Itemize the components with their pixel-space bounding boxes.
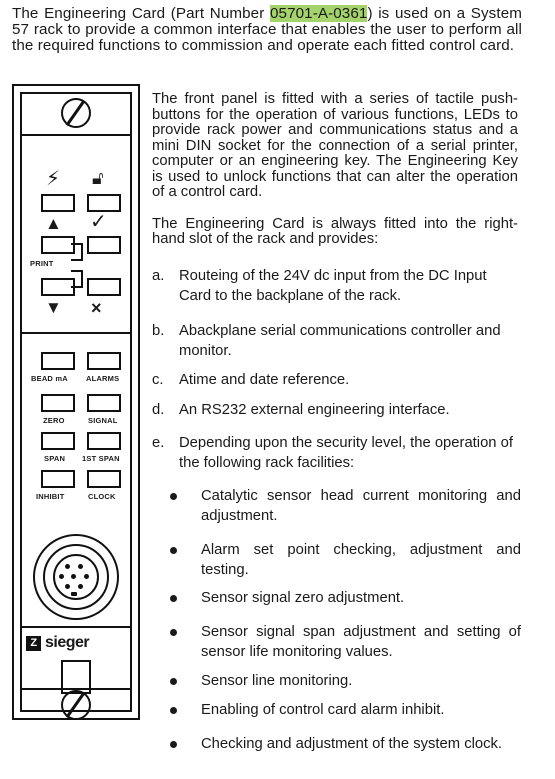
check-mark-icon: ✓ <box>90 211 107 233</box>
socket-pin <box>84 574 89 579</box>
lightning-bolt-icon: ⚡︎ <box>46 168 61 190</box>
socket-pin <box>65 584 70 589</box>
sieger-logo <box>26 634 89 652</box>
open-padlock-icon: 🔓︎ <box>92 168 104 188</box>
list-letter: a. <box>152 268 165 284</box>
signal-label: SIGNAL <box>88 416 118 425</box>
clock-button[interactable] <box>87 470 121 488</box>
comms-led <box>87 194 121 212</box>
print-label: PRINT <box>30 259 54 268</box>
bullet-text: Catalytic sensor head current monitoring and adjustment. <box>201 488 521 524</box>
panel-divider <box>22 626 130 628</box>
panel-divider <box>22 332 130 334</box>
intro-text-before: The Engineering Card (Part Number <box>12 5 270 22</box>
list-text: Atime and date reference. <box>179 372 350 388</box>
list-letter: c. <box>152 372 164 388</box>
socket-pin <box>65 564 70 569</box>
alarms-button[interactable] <box>87 352 121 370</box>
sieger-logo-mark: Z <box>26 636 41 651</box>
socket-key <box>71 592 77 596</box>
span-button[interactable] <box>41 432 75 450</box>
bullet-icon <box>170 707 177 714</box>
slot-paragraph: The Engineering Card is always fitted into the right-hand slot of the rack and provides: <box>152 215 518 247</box>
bead-ma-button[interactable] <box>41 352 75 370</box>
socket-pin <box>71 574 76 579</box>
down-triangle-icon: ▼ <box>45 298 62 317</box>
accept-button[interactable] <box>87 236 121 254</box>
clock-label: CLOCK <box>88 492 116 501</box>
mini-din-socket[interactable] <box>33 534 119 620</box>
bullet-text: Sensor line monitoring. <box>201 673 353 689</box>
bullet-text: Enabling of control card alarm inhibit. <box>201 702 445 718</box>
panel-inner-frame <box>20 92 132 712</box>
bullet-text: Alarm set point checking, adjustment and testing. <box>201 542 521 578</box>
description-column <box>152 92 518 248</box>
list-letter: d. <box>152 402 165 418</box>
list-text: Routeing of the 24V dc input from the DC Input Card to the backplane of the rack. <box>179 268 487 304</box>
zero-button[interactable] <box>41 394 75 412</box>
socket-pin <box>59 574 64 579</box>
socket-pin <box>78 584 83 589</box>
up-triangle-icon: ▲ <box>45 214 62 233</box>
sieger-logo-text: sieger <box>45 634 90 651</box>
print-bracket-top <box>71 243 83 261</box>
bullet-icon <box>170 678 177 685</box>
list-text: Abackplane serial communications controller and monitor. <box>179 323 501 359</box>
bullet-text: Checking and adjustment of the system clock. <box>201 736 503 752</box>
first-span-button[interactable] <box>87 432 121 450</box>
bead-ma-label: BEAD mA <box>31 374 68 383</box>
span-label: SPAN <box>44 454 66 463</box>
power-led <box>41 194 75 212</box>
list-letter: e. <box>152 435 165 451</box>
up-button[interactable] <box>41 236 75 254</box>
signal-button[interactable] <box>87 394 121 412</box>
list-text: Depending upon the security level, the operation of the following rack facilities: <box>179 435 513 471</box>
front-panel-paragraph: The front panel is fitted with a series of tactile push-buttons for the operation of various functions, LEDs to provide rack power and communications status and a mini DIN socket for the connection of a serial printer, computer or an engineering key. The Engineering Key is used to unlock functions that can alter the operation of a control card. <box>152 91 518 200</box>
list-text: An RS232 external engineering interface. <box>179 402 450 418</box>
intro-text-after: ) is used on a System 57 rack to provide a common interface that enables the user to perform all the required functions to commission and operate each fitted control card. <box>12 5 522 54</box>
print-bracket-bottom <box>71 270 83 288</box>
panel-divider <box>22 134 130 136</box>
intro-paragraph <box>12 6 522 54</box>
socket-pin <box>78 564 83 569</box>
bullet-text: Sensor signal span adjustment and setting of sensor life monitoring values. <box>201 624 521 660</box>
alarms-label: ALARMS <box>86 374 120 383</box>
top-screw-icon <box>61 98 91 128</box>
engineering-card-front-panel <box>12 84 140 720</box>
bullet-icon <box>170 493 177 500</box>
bullet-icon <box>170 741 177 748</box>
bottom-screw-icon <box>61 690 91 720</box>
down-button[interactable] <box>41 278 75 296</box>
inhibit-button[interactable] <box>41 470 75 488</box>
bullet-text: Sensor signal zero adjustment. <box>201 590 405 606</box>
cross-icon: × <box>91 298 102 318</box>
inhibit-label: INHIBIT <box>36 492 65 501</box>
first-span-label: 1ST SPAN <box>82 454 120 463</box>
bullet-icon <box>170 547 177 554</box>
part-number-highlight: 05701-A-0361 <box>269 5 368 22</box>
list-letter: b. <box>152 323 165 339</box>
zero-label: ZERO <box>43 416 65 425</box>
bullet-icon <box>170 629 177 636</box>
bullet-icon <box>170 595 177 602</box>
cancel-button[interactable] <box>87 278 121 296</box>
